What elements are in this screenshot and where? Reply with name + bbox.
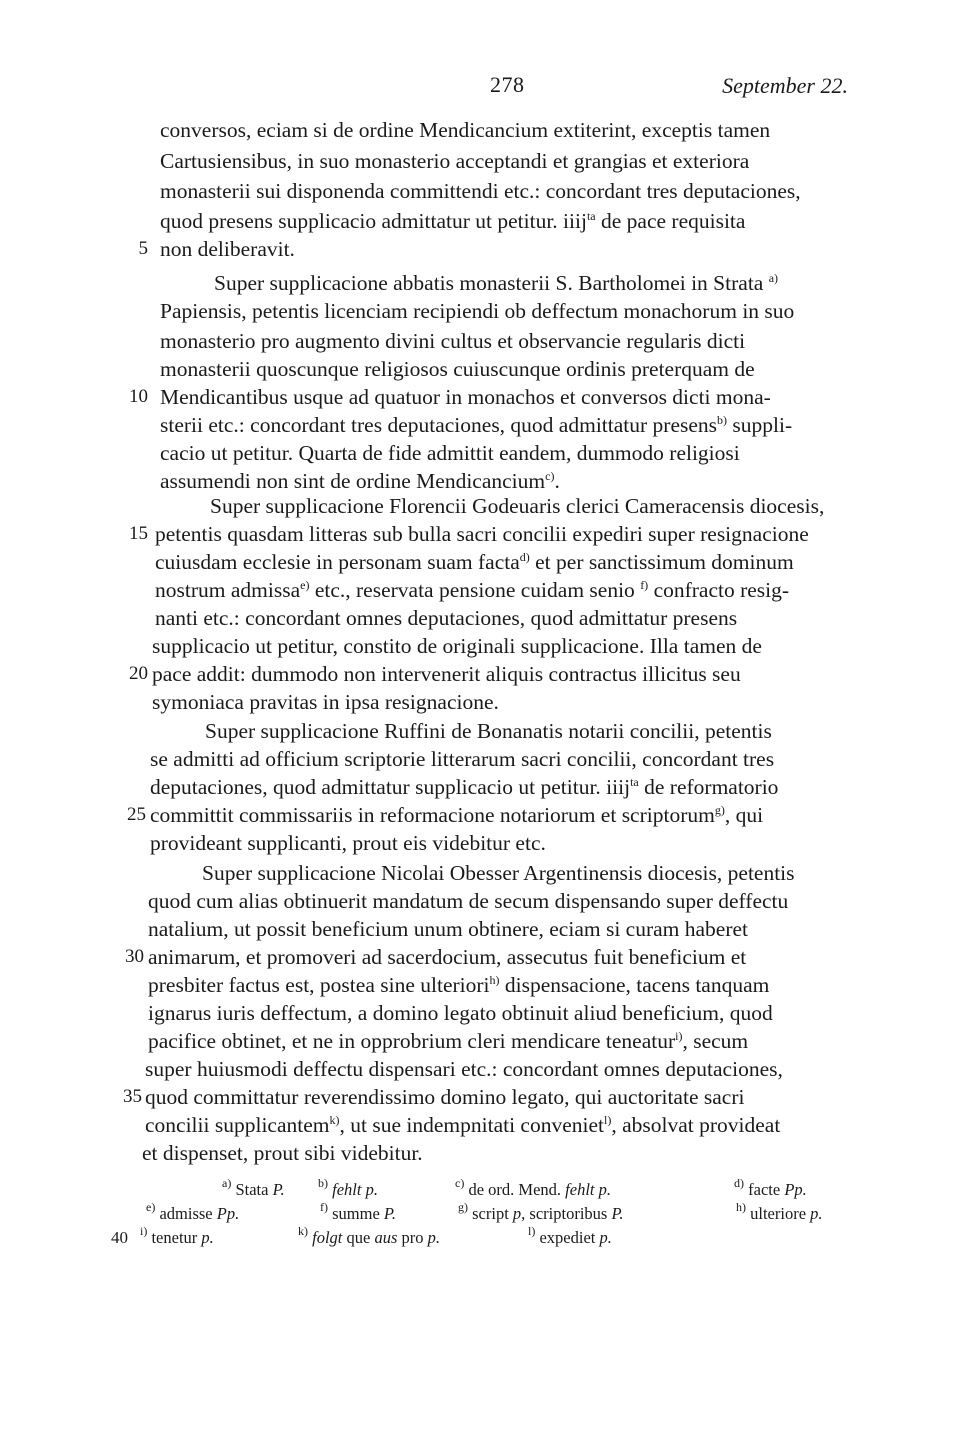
line-text: Super supplicacione Nicolai Obesser Argentinensis diocesis, petentis (202, 861, 795, 885)
line-text: concilii supplicantem (145, 1113, 330, 1137)
footnote-text: summe (332, 1204, 380, 1223)
footnote-source: P. (383, 1204, 396, 1223)
line-number: 15 (129, 523, 148, 544)
line-text: Papiensis, petentis licenciam recipiendi ob deffectum monachorum in suo (160, 299, 795, 323)
footnote-source: P. (611, 1204, 624, 1223)
footnote-source: p. (201, 1228, 214, 1247)
line-text-group (155, 575, 789, 605)
footnote-source: p. (810, 1204, 823, 1223)
line-number: 25 (127, 804, 146, 825)
footnote-text: facte (748, 1180, 781, 1199)
footnote-text: script (472, 1204, 509, 1223)
line-text-tail: , secum (682, 1029, 749, 1053)
line-text-tail: dispensacione, tacens tanquam (499, 973, 770, 997)
superscript: d) (519, 550, 530, 564)
footnote-source: p. (598, 1180, 611, 1199)
line-number: 10 (129, 386, 148, 407)
footnote-k (298, 1226, 440, 1250)
line-text: cuiusdam ecclesie in personam suam facta (155, 550, 520, 574)
line-number: 5 (138, 238, 148, 259)
line-text-tail: , absolvat provideat (611, 1113, 781, 1137)
footnote-text: de ord. Mend. (468, 1180, 562, 1199)
footnote-h (736, 1202, 823, 1226)
line-text-mid: etc., reservata pensione cuidam senio (309, 578, 635, 602)
superscript: i) (675, 1029, 683, 1043)
line-text-group (155, 547, 794, 577)
line-text: conversos, eciam si de ordine Mendicancium extiterint, exceptis tamen (160, 118, 771, 142)
footnote-mark: l) (528, 1224, 536, 1238)
line-text: quod presens supplicacio admittatur ut petitur. iiij (160, 209, 587, 233)
line-text: Super supplicacione Florencii Godeuaris clerici Cameracensis diocesis, (210, 494, 825, 518)
line-text-mid: , ut sue indempnitati conveniet (339, 1113, 605, 1137)
line-text: pacifice obtinet, et ne in opprobrium cleri mendicare teneatur (148, 1029, 676, 1053)
footnote-mark: k) (298, 1224, 308, 1238)
line-text: monasterii sui disponenda committendi etc.: concordant tres deputaciones, (160, 179, 801, 203)
superscript: l) (604, 1113, 612, 1127)
footnote-text: scriptoribus (529, 1204, 608, 1223)
superscript: c) (545, 469, 555, 483)
footnote-source: p. (427, 1228, 441, 1247)
line-text: se admitti ad officium scriptorie litterarum sacri concilii, concordant tres (150, 747, 775, 771)
superscript: ta (630, 775, 639, 789)
superscript: k) (329, 1113, 340, 1127)
line-text-tail: suppli- (727, 413, 793, 437)
footnote-text: Stata (235, 1180, 269, 1199)
footnote-mark: g) (458, 1200, 468, 1214)
footnote-source: p. (365, 1180, 378, 1199)
line-text: super huiusmodi deffectu dispensari etc.: concordant omnes deputaciones, (145, 1057, 783, 1081)
line-number: 20 (129, 663, 148, 684)
footnote-mark: a) (222, 1176, 232, 1190)
line-text: ignarus iuris deffectum, a domino legato obtinuit aliud beneficium, quod (148, 1001, 773, 1025)
line-text: committit commissariis in reformacione notariorum et scriptorum (150, 803, 715, 827)
footnote-text: que (346, 1228, 371, 1247)
line-text-tail: . (554, 469, 560, 493)
line-text: cacio ut petitur. Quarta de fide admittit eandem, dummodo religiosi (160, 441, 740, 465)
footnote-mark: c) (455, 1176, 465, 1190)
line-text: Super supplicacione Ruffini de Bonanatis notarii concilii, petentis (205, 719, 772, 743)
line-text: monasterii quoscunque religiosos cuiuscunque ordinis preterquam de (160, 357, 755, 381)
line-text: provideant supplicanti, prout eis videbitur etc. (150, 831, 546, 855)
line-text-group (150, 772, 778, 802)
line-number: 35 (123, 1086, 142, 1107)
footnote-text: expediet (539, 1228, 596, 1247)
footnote-i (140, 1226, 214, 1250)
line-text: supplicacio ut petitur, constito de originali supplicacione. Illa tamen de (152, 634, 762, 658)
footnote-mark: b) (318, 1176, 328, 1190)
footnote-text: fehlt (332, 1180, 362, 1199)
line-text: assumendi non sint de ordine Mendicancium (160, 469, 546, 493)
superscript: ta (586, 209, 596, 223)
line-text: symoniaca pravitas in ipsa resignacione. (152, 690, 499, 714)
footnote-f (320, 1202, 396, 1226)
line-text-group (160, 206, 745, 236)
line-text: Super supplicacione abbatis monasterii S. Bartholomei in Strata (214, 271, 764, 295)
footnote-g (458, 1202, 624, 1226)
footnote-e (146, 1202, 239, 1226)
footnote-note: aus (374, 1228, 398, 1247)
line-text: nostrum admissa (155, 578, 301, 602)
superscript: h) (489, 973, 500, 987)
line-text: quod cum alias obtinuerit mandatum de secum dispensando super deffectu (148, 889, 789, 913)
footnote-d (734, 1178, 807, 1202)
footnote-text: admisse (159, 1204, 213, 1223)
line-text: natalium, ut possit beneficium unum obtinere, eciam si curam haberet (148, 917, 749, 941)
running-head: September 22. (722, 73, 848, 98)
footnote-mark: f) (320, 1200, 328, 1214)
superscript: e) (300, 578, 310, 592)
superscript: a) (768, 271, 779, 285)
footnote-mark: h) (736, 1200, 746, 1214)
footnote-note: fehlt (565, 1180, 595, 1199)
line-text-tail: confracto resig- (648, 578, 790, 602)
footnote-mark: d) (734, 1176, 744, 1190)
line-text-tail: de pace requisita (595, 209, 746, 233)
line-text: non deliberavit. (160, 237, 295, 261)
footnote-mark: i) (140, 1224, 148, 1238)
line-text-group (145, 1110, 780, 1140)
line-text-tail: et per sanctissimum dominum (529, 550, 794, 574)
footnote-a (222, 1178, 285, 1202)
footnote-c (455, 1178, 611, 1202)
footnote-text: pro (401, 1228, 424, 1247)
line-text-group (160, 410, 792, 440)
line-number: 30 (125, 946, 144, 967)
line-text-tail: de reformatorio (638, 775, 779, 799)
footnote-source: P. (272, 1180, 285, 1199)
page-number: 278 (490, 72, 525, 97)
line-text-group (214, 268, 778, 298)
footnote-text: tenetur (151, 1228, 198, 1247)
footnote-b (318, 1178, 378, 1202)
footnote-mark: e) (146, 1200, 156, 1214)
line-text-group (148, 970, 769, 1000)
superscript: g) (714, 803, 725, 817)
line-text-group (150, 800, 763, 830)
line-text-group (148, 1026, 748, 1056)
line-text: quod committatur reverendissimo domino legato, qui auctoritate sacri (145, 1085, 745, 1109)
line-text: Mendicantibus usque ad quatuor in monachos et conversos dicti mona- (160, 385, 771, 409)
line-text: et dispenset, prout sibi videbitur. (142, 1141, 423, 1165)
line-number: 40 (111, 1228, 128, 1247)
line-text: pace addit: dummodo non intervenerit aliquis contractus illicitus seu (152, 662, 741, 686)
line-text: deputaciones, quod admittatur supplicacio ut petitur. iiij (150, 775, 631, 799)
superscript: f) (640, 578, 649, 592)
footnote-note: folgt (312, 1228, 343, 1247)
footnote-source: p, (512, 1204, 526, 1223)
footnote-source: Pp. (784, 1180, 807, 1199)
line-text-tail: , qui (724, 803, 764, 827)
line-text: presbiter factus est, postea sine ulteriori (148, 973, 490, 997)
superscript: b) (717, 413, 728, 427)
line-text: Cartusiensibus, in suo monasterio acceptandi et grangias et exteriora (160, 149, 750, 173)
footnote-text: ulteriore (750, 1204, 807, 1223)
line-text: nanti etc.: concordant omnes deputaciones, quod admittatur presens (155, 606, 738, 630)
line-text: sterii etc.: concordant tres deputaciones, quod admittatur presens (160, 413, 718, 437)
footnote-l (528, 1226, 612, 1250)
line-text: petentis quasdam litteras sub bulla sacri concilii expediri super resignacione (155, 522, 809, 546)
line-text: animarum, et promoveri ad sacerdocium, assecutus fuit beneficium et (148, 945, 747, 969)
footnote-source: p. (599, 1228, 612, 1247)
line-text: monasterio pro augmento divini cultus et observancie regularis dicti (160, 329, 746, 353)
footnote-source: Pp. (216, 1204, 240, 1223)
